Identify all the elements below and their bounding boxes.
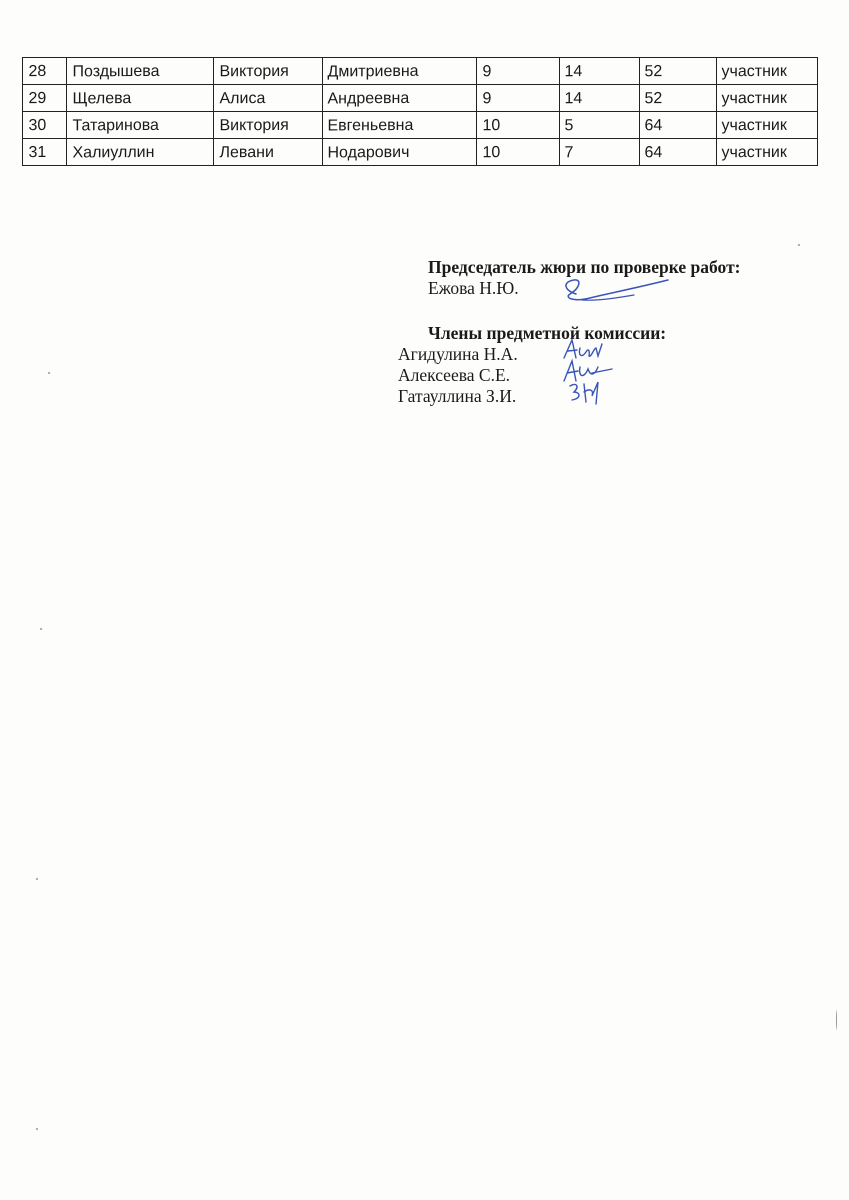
member-name: Алексеева С.Е.	[398, 365, 511, 385]
table-row	[23, 139, 818, 166]
cell-last-name: Татаринова	[67, 111, 214, 139]
cell-place: 64	[639, 111, 716, 138]
cell-patronymic: Дмитриевна	[322, 57, 477, 85]
signature-block	[398, 257, 741, 407]
cell-patronymic: Нодарович	[322, 138, 477, 166]
cell-number: 29	[23, 84, 67, 111]
cell-grade: 9	[477, 57, 560, 85]
cell-status: участник	[716, 84, 817, 112]
cell-first-name: Виктория	[214, 111, 323, 139]
member-line	[398, 386, 741, 407]
cell-status: участник	[716, 111, 817, 139]
member-name: Гатауллина З.И.	[398, 386, 517, 406]
scan-speck	[798, 244, 800, 246]
table-row	[23, 58, 818, 85]
cell-place: 64	[639, 138, 716, 165]
table-body	[23, 58, 818, 166]
cell-number: 28	[23, 57, 67, 84]
cell-place: 52	[639, 84, 716, 111]
cell-first-name: Виктория	[214, 57, 323, 85]
cell-score: 14	[559, 84, 639, 111]
member-line	[398, 344, 741, 365]
scan-speck	[836, 1010, 837, 1030]
cell-score: 14	[559, 57, 639, 84]
cell-first-name: Алиса	[214, 84, 323, 112]
cell-grade: 10	[477, 138, 560, 166]
member-name: Агидулина Н.А.	[398, 344, 518, 364]
scan-speck	[36, 878, 38, 880]
cell-patronymic: Андреевна	[322, 84, 477, 112]
cell-status: участник	[716, 57, 817, 85]
cell-score: 5	[559, 111, 639, 138]
chair-line	[428, 278, 741, 299]
cell-grade: 9	[477, 84, 560, 112]
cell-first-name: Левани	[214, 138, 323, 166]
scan-speck	[36, 1128, 38, 1130]
table-row	[23, 112, 818, 139]
cell-grade: 10	[477, 111, 560, 139]
cell-place: 52	[639, 57, 716, 84]
cell-last-name: Щелева	[67, 84, 214, 112]
cell-score: 7	[559, 138, 639, 165]
scan-speck	[40, 628, 42, 630]
results-table	[22, 57, 818, 166]
chair-heading: Председатель жюри по проверке работ:	[428, 257, 741, 277]
chair-name: Ежова Н.Ю.	[428, 278, 519, 298]
member-line	[398, 365, 741, 386]
members-heading: Члены предметной комиссии:	[428, 323, 667, 343]
cell-number: 31	[23, 138, 67, 165]
table-row	[23, 85, 818, 112]
scan-speck	[48, 372, 50, 374]
cell-last-name: Халиуллин	[67, 138, 214, 166]
cell-status: участник	[716, 138, 817, 166]
cell-number: 30	[23, 111, 67, 138]
cell-patronymic: Евгеньевна	[322, 111, 477, 139]
cell-last-name: Поздышева	[67, 57, 214, 85]
